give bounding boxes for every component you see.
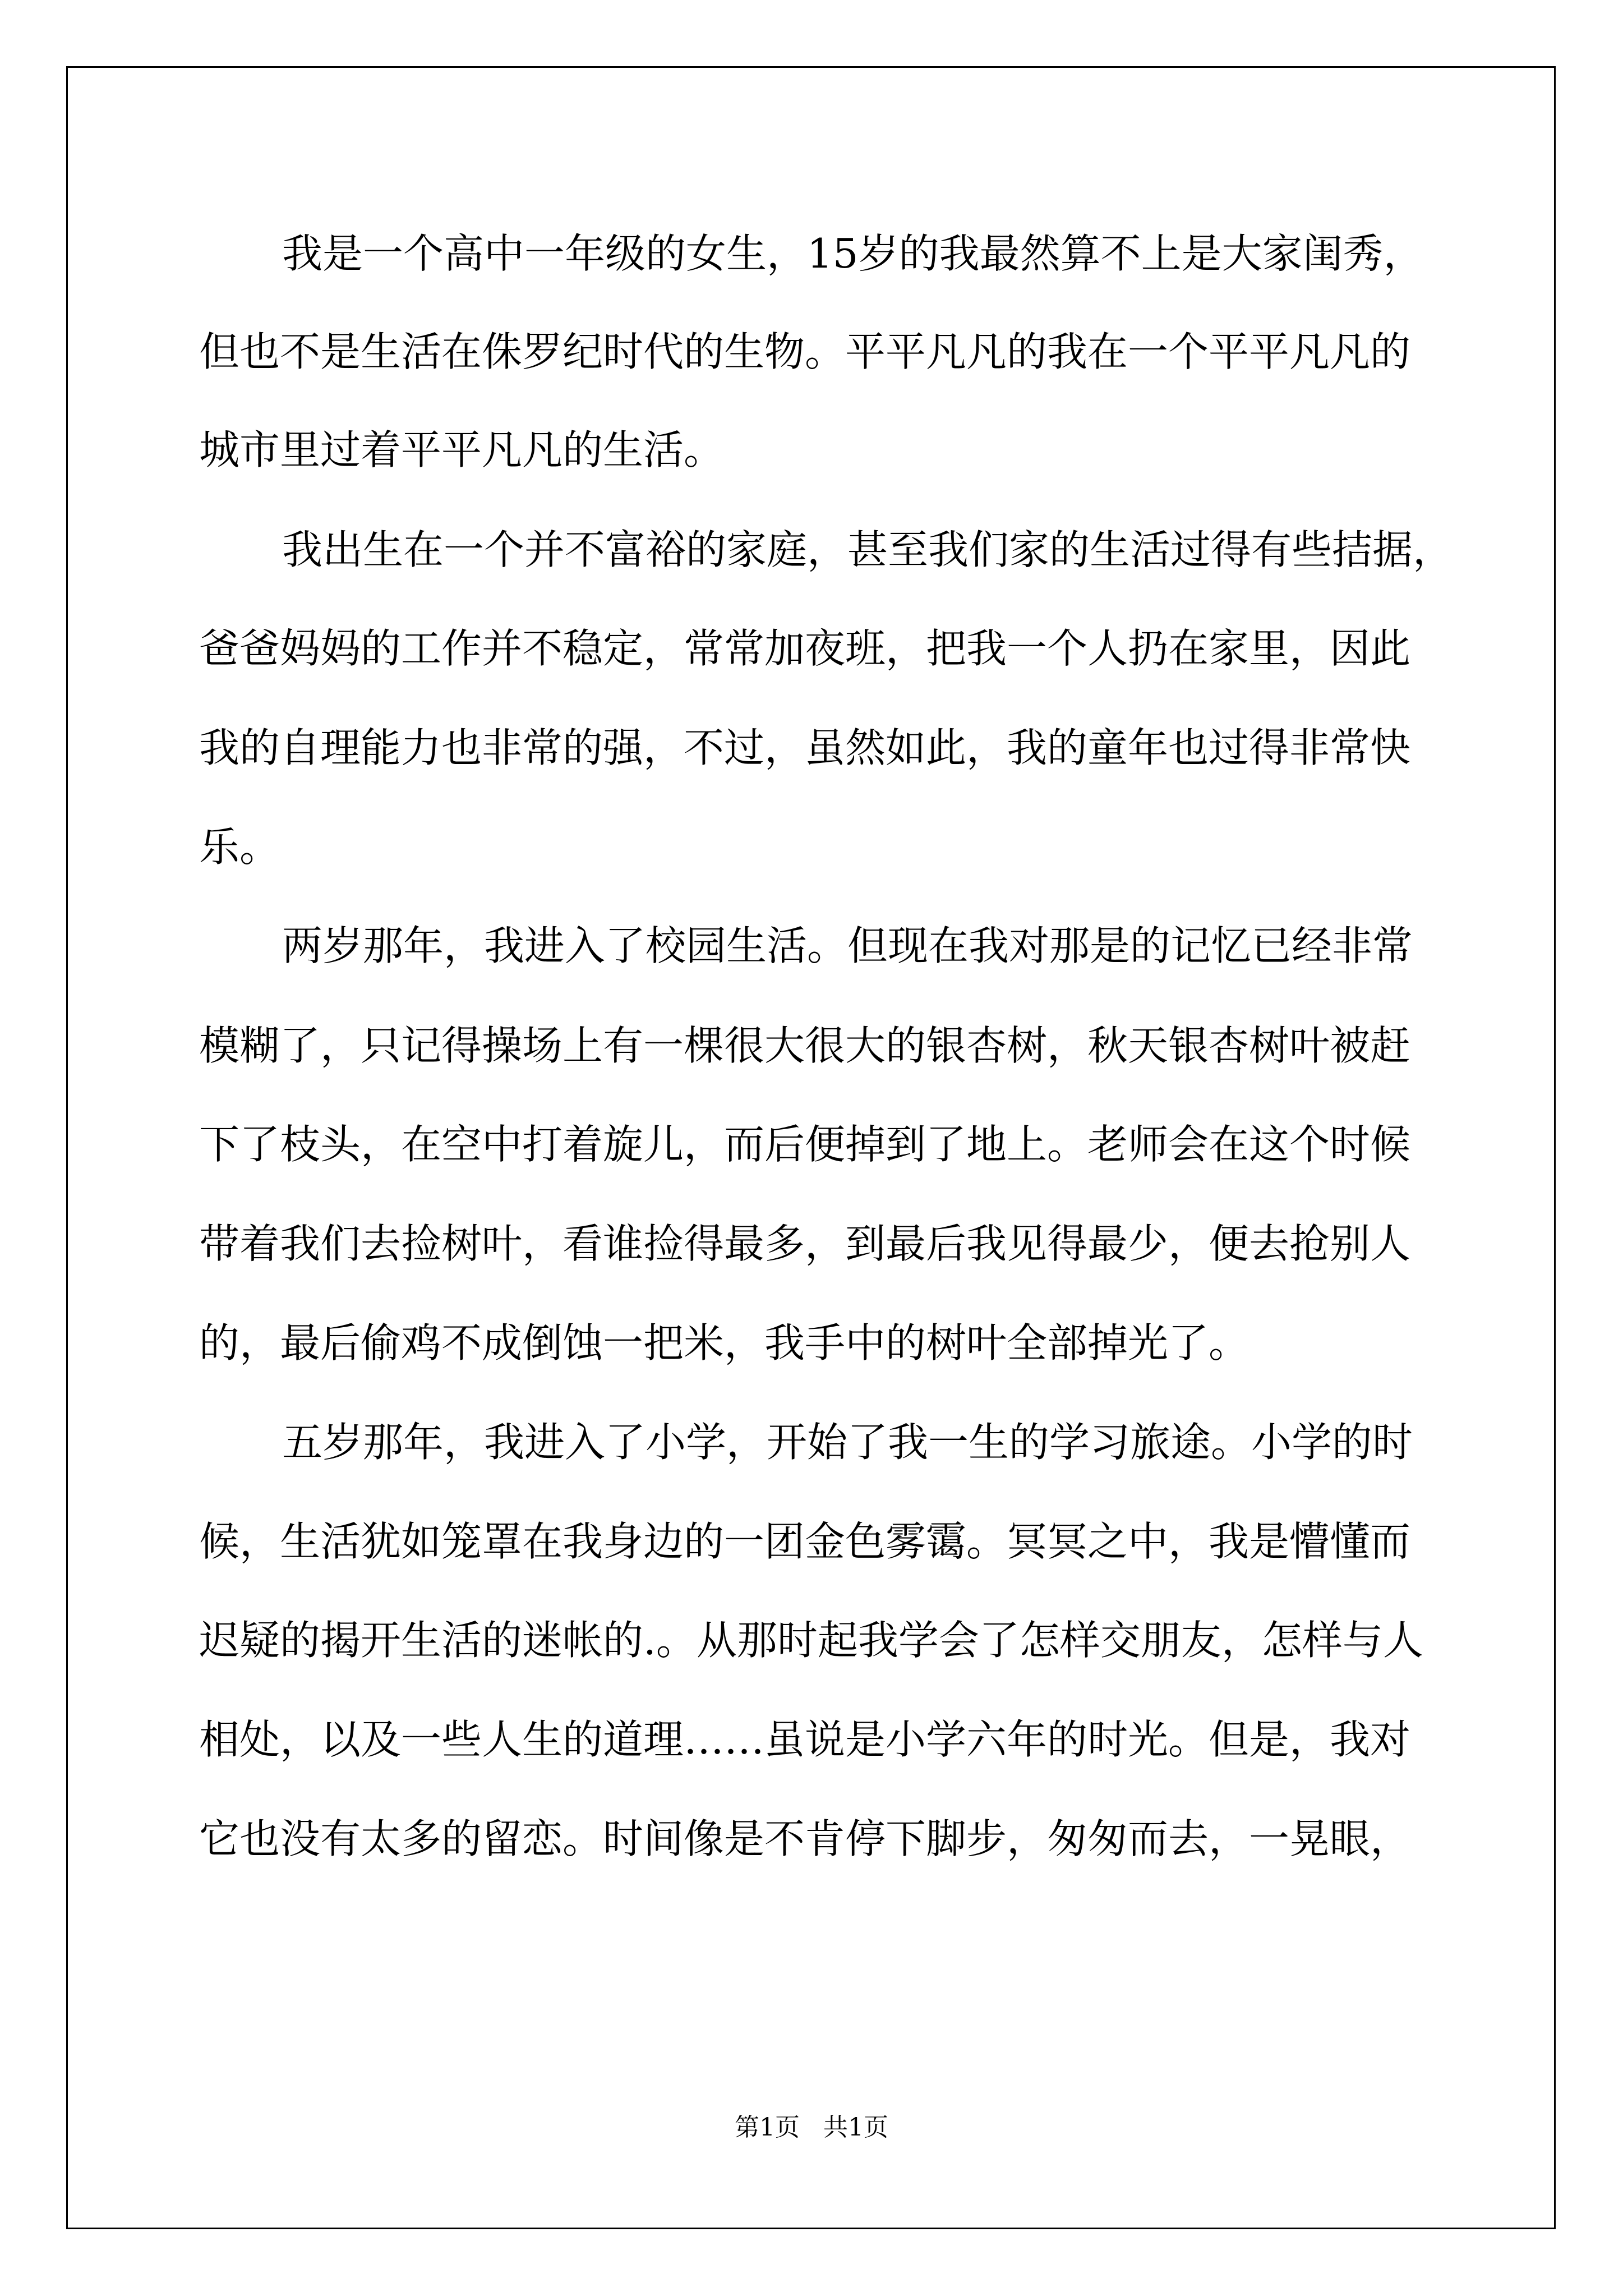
text-line: 带着我们去捡树叶，看谁捡得最多，到最后我见得最少，便去抢别人 — [199, 1220, 1411, 1267]
page-number-footer: 第1页 共1页 — [735, 2113, 888, 2142]
text-line: 下了枝头，在空中打着旋儿，而后便掉到了地上。老师会在这个时候 — [199, 1121, 1411, 1168]
text-line: 它也没有太多的留恋。时间像是不肯停下脚步，匆匆而去，一晃眼， — [199, 1815, 1411, 1862]
text-line: 我出生在一个并不富裕的家庭，甚至我们家的生活过得有些拮据， — [282, 526, 1454, 573]
text-line: 的，最后偷鸡不成倒蚀一把米，我手中的树叶全部掉光了。 — [199, 1319, 1249, 1366]
text-line: 但也不是生活在侏罗纪时代的生物。平平凡凡的我在一个平平凡凡的 — [199, 328, 1411, 375]
text-line: 相处，以及一些人生的道理……虽说是小学六年的时光。但是，我对 — [199, 1716, 1411, 1763]
text-line: 城市里过着平平凡凡的生活。 — [199, 426, 725, 473]
text-line: 我是一个高中一年级的女生，15岁的我最然算不上是大家闺秀， — [282, 230, 1424, 277]
text-line: 迟疑的揭开生活的迷帐的.。从那时起我学会了怎样交朋友，怎样与人 — [199, 1617, 1423, 1664]
text-line: 候，生活犹如笼罩在我身边的一团金色雾霭。冥冥之中，我是懵懂而 — [199, 1518, 1411, 1565]
text-line: 模糊了，只记得操场上有一棵很大很大的银杏树，秋天银杏树叶被赶 — [199, 1022, 1411, 1069]
text-line: 两岁那年，我进入了校园生活。但现在我对那是的记忆已经非常 — [282, 922, 1413, 969]
text-line: 乐。 — [199, 823, 280, 871]
text-line: 爸爸妈妈的工作并不稳定，常常加夜班，把我一个人扔在家里，因此 — [199, 625, 1411, 672]
text-line: 我的自理能力也非常的强，不过，虽然如此，我的童年也过得非常快 — [199, 724, 1411, 771]
text-line: 五岁那年，我进入了小学，开始了我一生的学习旅途。小学的时 — [282, 1419, 1413, 1466]
